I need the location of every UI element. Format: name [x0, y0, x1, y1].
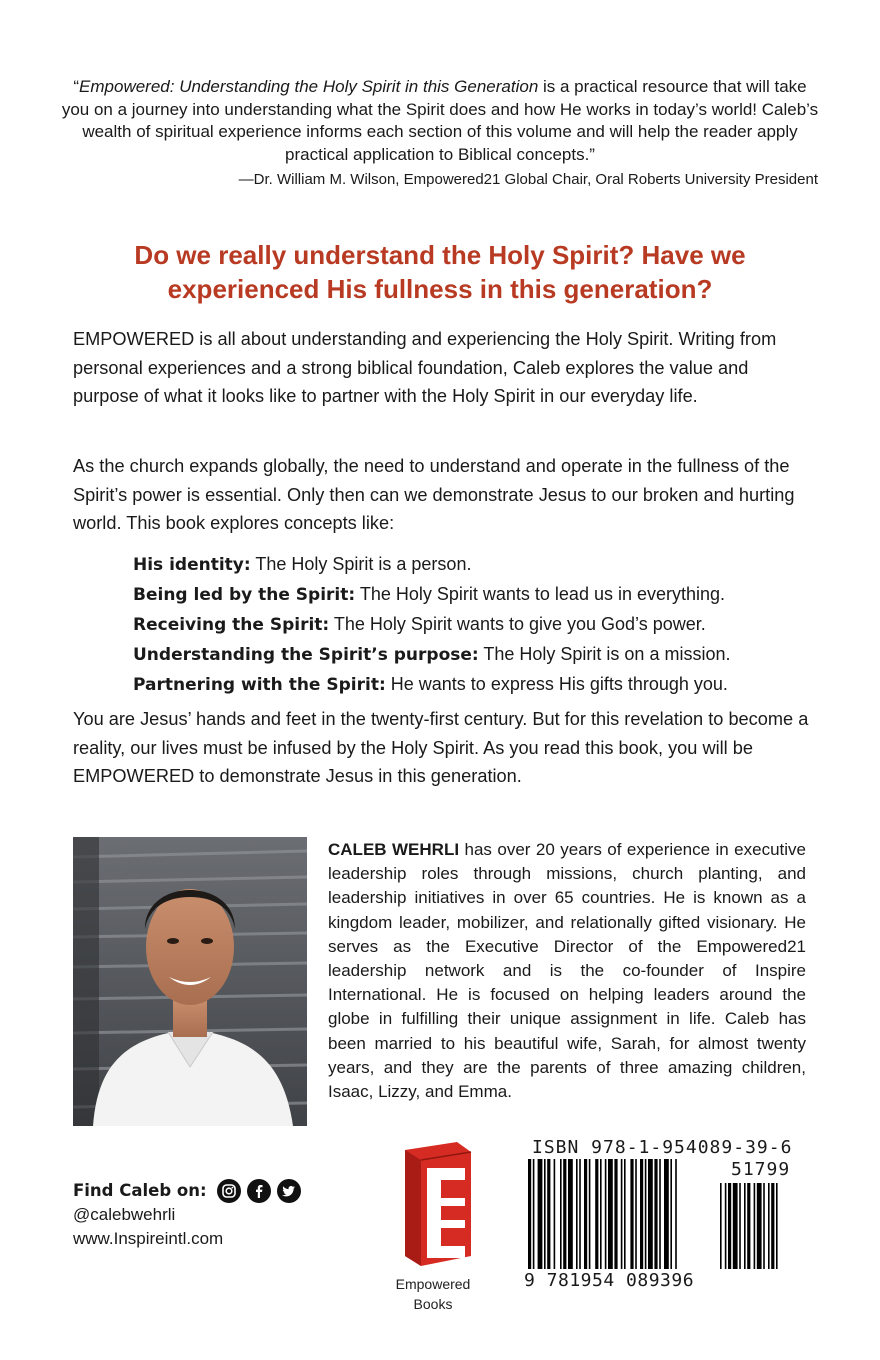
social-icons [217, 1179, 301, 1203]
barcode-price-bar [720, 1183, 722, 1269]
barcode-price-bar [757, 1183, 762, 1269]
concept-desc: The Holy Spirit is a person. [250, 554, 472, 574]
barcode-price-bar [744, 1183, 746, 1269]
endorsement-book-title: Empowered: Understanding the Holy Spirit in this Generation [79, 77, 539, 96]
contact-website[interactable]: www.Inspireintl.com [73, 1228, 224, 1248]
contact-handle[interactable]: @calebwehrli [73, 1204, 176, 1224]
barcode-bar [538, 1159, 543, 1269]
barcode-bar [630, 1159, 633, 1269]
barcode-bar [635, 1159, 637, 1269]
instagram-icon[interactable] [217, 1179, 241, 1203]
barcode-bar [568, 1159, 573, 1269]
barcode-bar [554, 1159, 556, 1269]
barcode-bar [645, 1159, 647, 1269]
barcode-bar [595, 1159, 598, 1269]
publisher-name-line1: Empowered [395, 1276, 471, 1292]
concept-item [133, 640, 833, 670]
barcode-price-bar [763, 1183, 765, 1269]
isbn-barcode [524, 1137, 810, 1297]
barcode-bar [576, 1159, 578, 1269]
barcode-bar [621, 1159, 623, 1269]
concept-term: His identity: [133, 555, 251, 575]
barcode-price-bar [776, 1183, 778, 1269]
barcode-bar [640, 1159, 643, 1269]
barcode-bar [547, 1159, 550, 1269]
paragraph-church: As the church expands globally, the need to understand and operate in the fullness of the Spirit’s power is essential. Only then can we demonstrate Jesus to our broken and hurting world. This book explores concepts like: [73, 456, 795, 534]
barcode-bar [600, 1159, 602, 1269]
paragraph-closing: You are Jesus’ hands and feet in the twenty-first century. But for this revelation to become a reality, our lives must be infused by the Holy Spirit. As you read this book, you will be EMPOWERED to demonstrate Jesus in this generation. [73, 709, 809, 787]
endorsement-attribution: —Dr. William M. Wilson, Empowered21 Global Chair, Oral Roberts University President [238, 171, 818, 188]
barcode-bar [605, 1159, 607, 1269]
contact-title: Find Caleb on: [73, 1180, 207, 1200]
barcode-bars [524, 1159, 810, 1271]
concept-desc: He wants to express His gifts through you. [385, 674, 728, 694]
barcode-bar [664, 1159, 669, 1269]
barcode-bar [589, 1159, 591, 1269]
barcode-bar [584, 1159, 587, 1269]
concept-item [133, 550, 833, 580]
barcode-bar [648, 1159, 653, 1269]
barcode-bar [544, 1159, 546, 1269]
barcode-bar [675, 1159, 677, 1269]
barcode-bar [670, 1159, 672, 1269]
price-code: 51799 [731, 1159, 791, 1180]
publisher-logo [380, 1140, 486, 1313]
endorsement-quote [60, 76, 820, 166]
barcode-price-bar [725, 1183, 727, 1269]
paragraph-intro: EMPOWERED is all about understanding and experiencing the Holy Spirit. Writing from personal experiences and a strong biblical foundation, Caleb explores the value and purpose of what it looks like to partner with the Holy Spirit in our everyday life. [73, 329, 777, 407]
barcode-bar [659, 1159, 661, 1269]
barcode-bar [579, 1159, 581, 1269]
barcode-number: 9 781954 089396 [524, 1270, 695, 1291]
concept-term: Being led by the Spirit: [133, 585, 356, 605]
headline: Do we really understand the Holy Spirit? Have we experienced His fullness in this generation? [134, 240, 746, 304]
barcode-price-bar [747, 1183, 750, 1269]
barcode-price-bar [754, 1183, 756, 1269]
concept-item [133, 610, 833, 640]
barcode-bar [654, 1159, 657, 1269]
concept-desc: The Holy Spirit wants to lead us in everything. [355, 584, 726, 604]
concept-term: Understanding the Spirit’s purpose: [133, 645, 479, 665]
author-photo [73, 837, 307, 1126]
barcode-bar [624, 1159, 626, 1269]
publisher-name-line2: Books [413, 1296, 453, 1312]
twitter-icon[interactable] [277, 1179, 301, 1203]
barcode-bar [614, 1159, 617, 1269]
facebook-icon[interactable] [247, 1179, 271, 1203]
author-bio [328, 838, 806, 1104]
author-name: CALEB WEHRLI [328, 840, 460, 859]
concept-term: Partnering with the Spirit: [133, 675, 386, 695]
concept-item [133, 580, 833, 610]
author-bio-text: has over 20 years of experience in executive leadership roles through missions, church planting, and leadership initiatives in over 65 countries. He is known as a kingdom leader, mobilizer, and relationally gifted visionary. He serves as the Executive Director of the Empowered21 leadership network and is the co-founder of Inspire International. He is focused on helping leaders around the globe in fulfilling their unique assignment in life. Caleb has been married to his beautiful wife, Sarah, for almost twenty years, and they are the parents of three amazing children, Isaac, Lizzy, and Emma. [328, 840, 807, 1102]
barcode-price-bar [733, 1183, 738, 1269]
concept-desc: The Holy Spirit is on a mission. [478, 644, 731, 664]
barcode-bar [608, 1159, 613, 1269]
barcode-price-bar [768, 1183, 770, 1269]
barcode-price-bar [739, 1183, 741, 1269]
barcode-bar [528, 1159, 531, 1269]
empowered-books-e-icon [391, 1140, 475, 1268]
concept-list [133, 550, 833, 700]
concept-desc: The Holy Spirit wants to give you God’s power. [329, 614, 706, 634]
barcode-price-bar [771, 1183, 774, 1269]
barcode-bar [563, 1159, 566, 1269]
barcode-bar [533, 1159, 535, 1269]
isbn-text: ISBN 978-1-954089-39-6 [532, 1137, 793, 1158]
barcode-bar [560, 1159, 562, 1269]
endorsement-text: is a practical resource that will take you on a journey into understanding what the Spirit does and how He works in today’s world! Caleb’s wealth of spiritual experience informs each section of this volume and will help the reader apply practical application to Biblical concepts.” [61, 77, 819, 164]
concept-item [133, 670, 833, 700]
contact-block [73, 1178, 301, 1251]
concept-term: Receiving the Spirit: [133, 615, 330, 635]
quote-mark: “ [73, 77, 80, 96]
barcode-price-bar [728, 1183, 731, 1269]
